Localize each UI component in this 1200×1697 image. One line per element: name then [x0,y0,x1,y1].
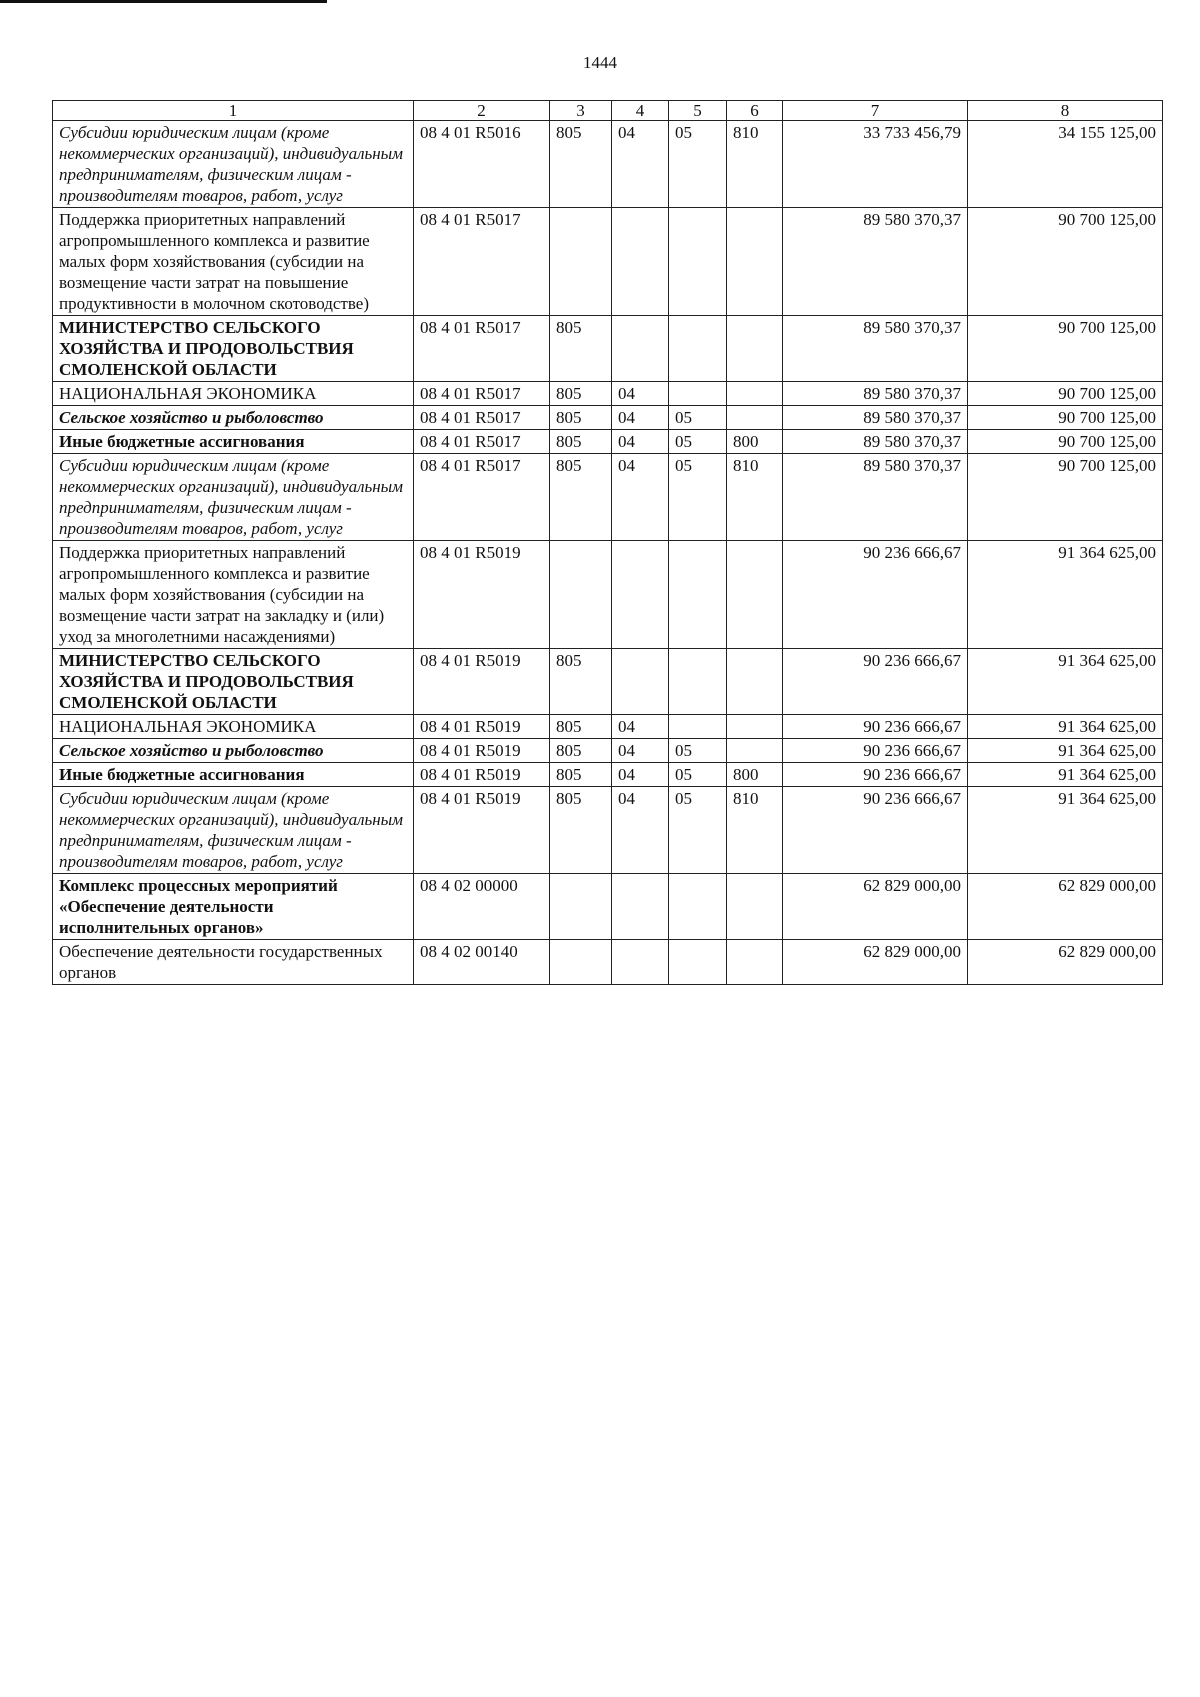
section-code-cell: 04 [612,454,669,541]
ministry-code-cell: 805 [550,787,612,874]
expense-type-cell: 810 [727,121,783,208]
expense-type-cell: 810 [727,454,783,541]
target-article-cell: 08 4 01 R5019 [414,541,550,649]
amount-year2-cell: 90 700 125,00 [968,406,1163,430]
amount-year1-cell: 90 236 666,67 [783,715,968,739]
table-row [53,406,1163,430]
column-header: 3 [550,101,612,121]
amount-year1-cell: 90 236 666,67 [783,541,968,649]
table-row [53,316,1163,382]
amount-year2-cell: 90 700 125,00 [968,430,1163,454]
target-article-cell: 08 4 01 R5017 [414,208,550,316]
subsection-code-cell: 05 [669,787,727,874]
column-number-header [53,101,1163,121]
ministry-code-cell: 805 [550,316,612,382]
expense-type-cell: 800 [727,763,783,787]
top-border-line [0,0,327,3]
expense-type-cell [727,874,783,940]
target-article-cell: 08 4 01 R5019 [414,787,550,874]
subsection-code-cell [669,382,727,406]
amount-year1-cell: 89 580 370,37 [783,382,968,406]
amount-year2-cell: 90 700 125,00 [968,454,1163,541]
expense-type-cell [727,541,783,649]
table-row [53,739,1163,763]
table-row [53,649,1163,715]
table-row [53,382,1163,406]
section-code-cell [612,940,669,985]
row-name-cell: Субсидии юридическим лицам (кроме некоммерческих организаций), индивидуальным предпринимателям, физическим лицам - производителям товаров, работ, услуг [53,787,414,874]
ministry-code-cell [550,541,612,649]
amount-year1-cell: 62 829 000,00 [783,874,968,940]
row-name-cell: НАЦИОНАЛЬНАЯ ЭКОНОМИКА [53,715,414,739]
section-code-cell: 04 [612,715,669,739]
ministry-code-cell [550,874,612,940]
target-article-cell: 08 4 01 R5019 [414,763,550,787]
subsection-code-cell [669,208,727,316]
amount-year1-cell: 89 580 370,37 [783,208,968,316]
row-name-cell: Поддержка приоритетных направлений агропромышленного комплекса и развитие малых форм хозяйствования (субсидии на возмещение части затрат на закладку и (или) уход за многолетними насаждениями) [53,541,414,649]
target-article-cell: 08 4 01 R5017 [414,430,550,454]
section-code-cell: 04 [612,382,669,406]
amount-year2-cell: 90 700 125,00 [968,316,1163,382]
subsection-code-cell: 05 [669,763,727,787]
amount-year2-cell: 90 700 125,00 [968,208,1163,316]
table-row [53,763,1163,787]
ministry-code-cell [550,208,612,316]
amount-year1-cell: 62 829 000,00 [783,940,968,985]
amount-year1-cell: 89 580 370,37 [783,454,968,541]
subsection-code-cell: 05 [669,454,727,541]
amount-year2-cell: 91 364 625,00 [968,787,1163,874]
target-article-cell: 08 4 01 R5016 [414,121,550,208]
column-header: 1 [53,101,414,121]
row-name-cell: МИНИСТЕРСТВО СЕЛЬСКОГО ХОЗЯЙСТВА И ПРОДОВОЛЬСТВИЯ СМОЛЕНСКОЙ ОБЛАСТИ [53,316,414,382]
amount-year2-cell: 90 700 125,00 [968,382,1163,406]
column-header: 5 [669,101,727,121]
column-header: 6 [727,101,783,121]
expense-type-cell [727,739,783,763]
subsection-code-cell: 05 [669,406,727,430]
expense-type-cell [727,316,783,382]
target-article-cell: 08 4 01 R5017 [414,316,550,382]
section-code-cell: 04 [612,763,669,787]
budget-table [52,100,1163,985]
section-code-cell [612,649,669,715]
row-name-cell: Поддержка приоритетных направлений агропромышленного комплекса и развитие малых форм хозяйствования (субсидии на возмещение части затрат на повышение продуктивности в молочном скотоводстве) [53,208,414,316]
target-article-cell: 08 4 01 R5017 [414,406,550,430]
target-article-cell: 08 4 01 R5017 [414,382,550,406]
expense-type-cell [727,406,783,430]
table-row [53,208,1163,316]
row-name-cell: Сельское хозяйство и рыболовство [53,739,414,763]
expense-type-cell [727,208,783,316]
section-code-cell: 04 [612,739,669,763]
row-name-cell: Комплекс процессных мероприятий «Обеспечение деятельности исполнительных органов» [53,874,414,940]
subsection-code-cell: 05 [669,739,727,763]
row-name-cell: Иные бюджетные ассигнования [53,763,414,787]
row-name-cell: Субсидии юридическим лицам (кроме некоммерческих организаций), индивидуальным предпринимателям, физическим лицам - производителям товаров, работ, услуг [53,454,414,541]
expense-type-cell [727,649,783,715]
row-name-cell: Сельское хозяйство и рыболовство [53,406,414,430]
section-code-cell [612,541,669,649]
subsection-code-cell [669,940,727,985]
column-header: 4 [612,101,669,121]
table-row [53,541,1163,649]
table-row [53,430,1163,454]
amount-year2-cell: 91 364 625,00 [968,715,1163,739]
amount-year2-cell: 34 155 125,00 [968,121,1163,208]
subsection-code-cell [669,649,727,715]
table-row [53,454,1163,541]
subsection-code-cell: 05 [669,121,727,208]
row-name-cell: Обеспечение деятельности государственных органов [53,940,414,985]
subsection-code-cell: 05 [669,430,727,454]
amount-year2-cell: 91 364 625,00 [968,541,1163,649]
table-row [53,874,1163,940]
target-article-cell: 08 4 02 00140 [414,940,550,985]
amount-year2-cell: 62 829 000,00 [968,874,1163,940]
expense-type-cell: 800 [727,430,783,454]
section-code-cell: 04 [612,787,669,874]
table-row [53,121,1163,208]
subsection-code-cell [669,316,727,382]
target-article-cell: 08 4 01 R5017 [414,454,550,541]
section-code-cell: 04 [612,430,669,454]
section-code-cell: 04 [612,121,669,208]
amount-year1-cell: 90 236 666,67 [783,763,968,787]
ministry-code-cell: 805 [550,430,612,454]
amount-year1-cell: 90 236 666,67 [783,787,968,874]
row-name-cell: Субсидии юридическим лицам (кроме некоммерческих организаций), индивидуальным предпринимателям, физическим лицам - производителям товаров, работ, услуг [53,121,414,208]
target-article-cell: 08 4 01 R5019 [414,739,550,763]
ministry-code-cell: 805 [550,121,612,208]
ministry-code-cell: 805 [550,763,612,787]
table-row [53,715,1163,739]
expense-type-cell: 810 [727,787,783,874]
amount-year1-cell: 90 236 666,67 [783,649,968,715]
row-name-cell: Иные бюджетные ассигнования [53,430,414,454]
ministry-code-cell: 805 [550,454,612,541]
amount-year2-cell: 62 829 000,00 [968,940,1163,985]
column-header: 7 [783,101,968,121]
row-name-cell: МИНИСТЕРСТВО СЕЛЬСКОГО ХОЗЯЙСТВА И ПРОДОВОЛЬСТВИЯ СМОЛЕНСКОЙ ОБЛАСТИ [53,649,414,715]
column-header: 2 [414,101,550,121]
subsection-code-cell [669,541,727,649]
amount-year2-cell: 91 364 625,00 [968,763,1163,787]
row-name-cell: НАЦИОНАЛЬНАЯ ЭКОНОМИКА [53,382,414,406]
target-article-cell: 08 4 01 R5019 [414,649,550,715]
subsection-code-cell [669,715,727,739]
expense-type-cell [727,940,783,985]
section-code-cell [612,208,669,316]
amount-year1-cell: 90 236 666,67 [783,739,968,763]
ministry-code-cell [550,940,612,985]
amount-year2-cell: 91 364 625,00 [968,739,1163,763]
table-row [53,940,1163,985]
amount-year1-cell: 33 733 456,79 [783,121,968,208]
amount-year1-cell: 89 580 370,37 [783,406,968,430]
amount-year2-cell: 91 364 625,00 [968,649,1163,715]
column-header: 8 [968,101,1163,121]
section-code-cell [612,874,669,940]
ministry-code-cell: 805 [550,406,612,430]
target-article-cell: 08 4 01 R5019 [414,715,550,739]
subsection-code-cell [669,874,727,940]
ministry-code-cell: 805 [550,382,612,406]
section-code-cell [612,316,669,382]
target-article-cell: 08 4 02 00000 [414,874,550,940]
section-code-cell: 04 [612,406,669,430]
page-number: 1444 [583,53,617,72]
amount-year1-cell: 89 580 370,37 [783,430,968,454]
amount-year1-cell: 89 580 370,37 [783,316,968,382]
ministry-code-cell: 805 [550,739,612,763]
ministry-code-cell: 805 [550,715,612,739]
expense-type-cell [727,382,783,406]
ministry-code-cell: 805 [550,649,612,715]
table-row [53,787,1163,874]
expense-type-cell [727,715,783,739]
